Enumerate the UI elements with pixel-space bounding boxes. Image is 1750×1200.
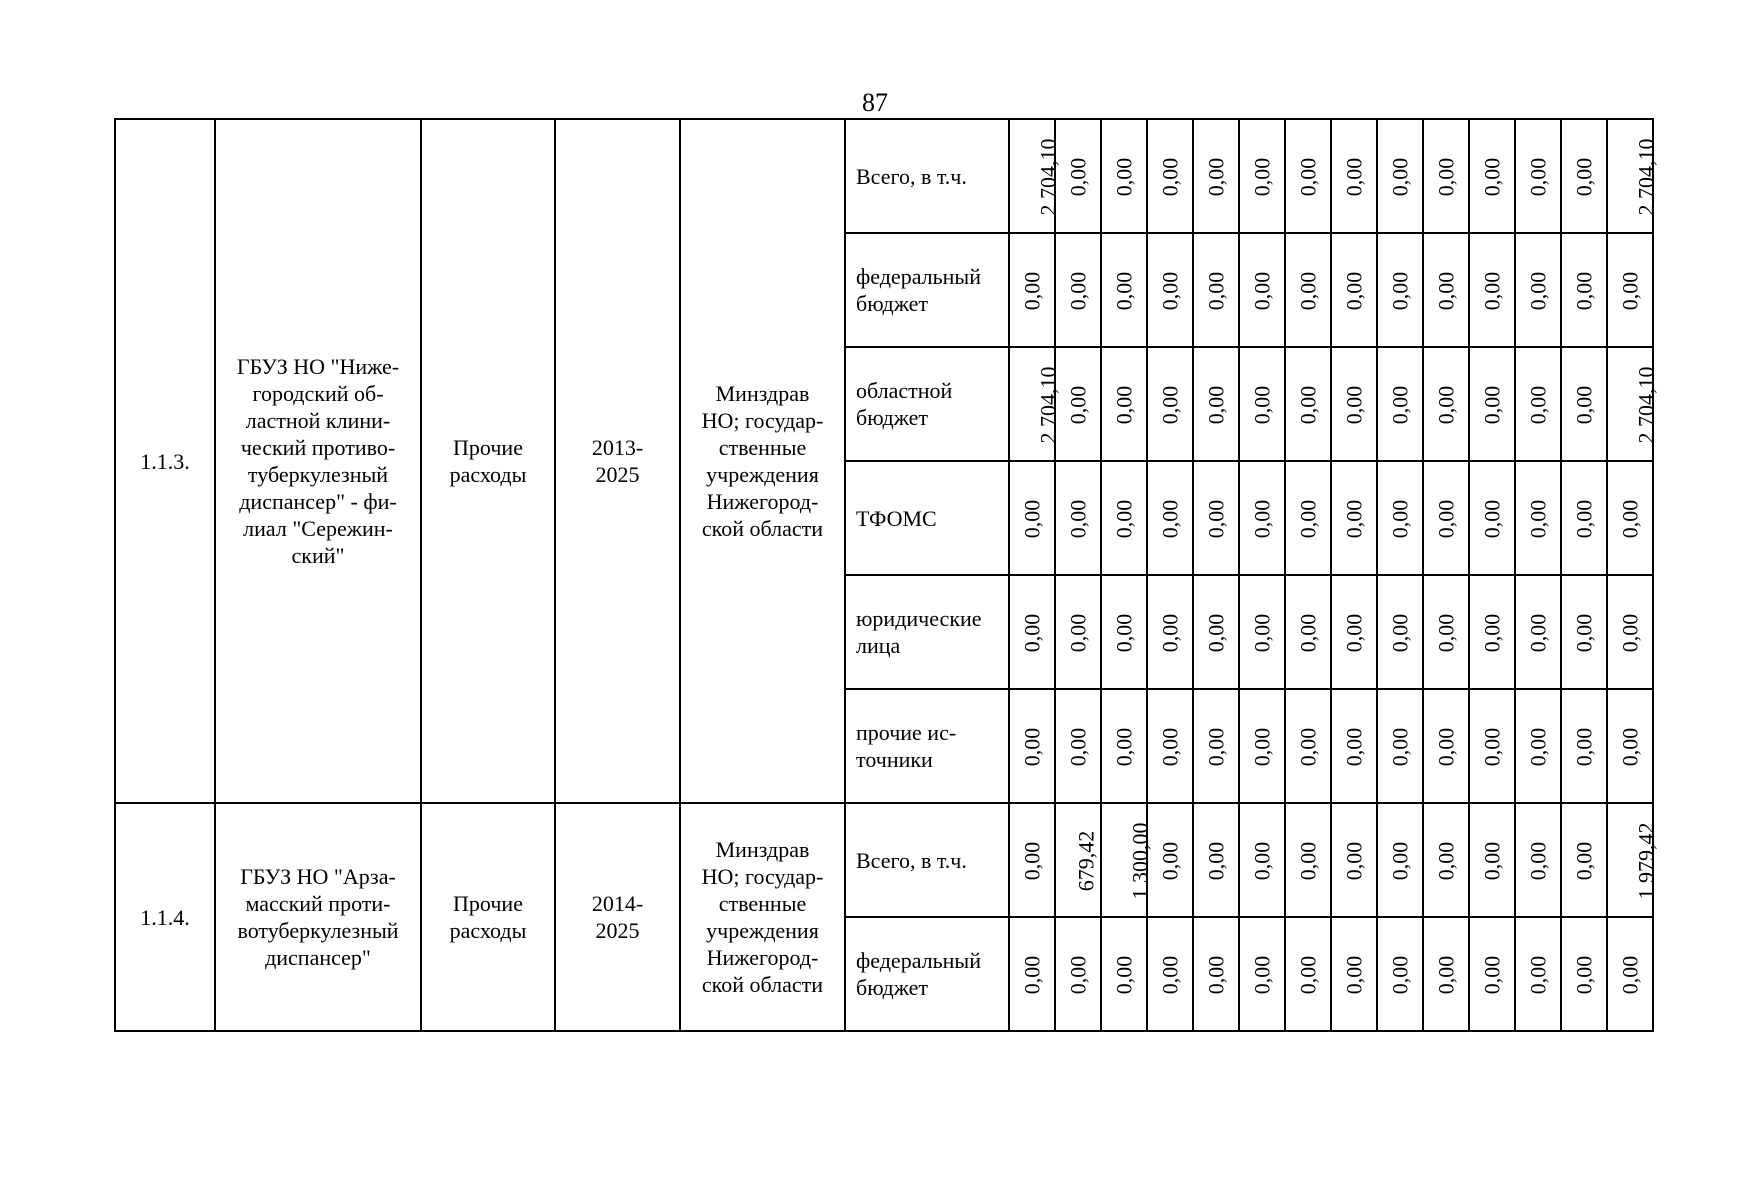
- amount-value: 0,00: [1571, 157, 1596, 196]
- amount-cell: [1009, 119, 1061, 233]
- funding-source-line: федеральный: [856, 948, 981, 973]
- amount-cell: [1607, 233, 1653, 347]
- amount-value: 0,00: [1249, 385, 1274, 424]
- amount-cell: [1561, 689, 1607, 803]
- expense-type: [421, 803, 555, 1031]
- amount-cell: [1469, 917, 1515, 1031]
- amount-cell: [1009, 233, 1055, 347]
- period-line: 2014-: [591, 891, 644, 916]
- period-line: 2025: [595, 918, 640, 943]
- amount-cell: [1377, 917, 1423, 1031]
- amount-value: 0,00: [1111, 955, 1136, 994]
- amount-value: 0,00: [1295, 271, 1320, 310]
- amount-value: 0,00: [1019, 271, 1044, 310]
- funding-source: [845, 689, 1009, 803]
- amount-cell: [1285, 347, 1331, 461]
- amount-value: 0,00: [1295, 385, 1320, 424]
- institution-name-line: ГБУЗ НО "Арза-: [240, 864, 396, 889]
- amount-cell: [1009, 347, 1061, 461]
- amount-value: 0,00: [1571, 727, 1596, 766]
- amount-cell: [1469, 689, 1515, 803]
- amount-value: 0,00: [1111, 271, 1136, 310]
- funding-source-line: федеральный: [856, 264, 981, 289]
- amount-cell: [1469, 575, 1515, 689]
- amount-cell: [1009, 461, 1055, 575]
- institution-name: [215, 803, 421, 1031]
- amount-value: 0,00: [1479, 385, 1504, 424]
- amount-cell: [1193, 689, 1239, 803]
- amount-value: 0,00: [1019, 613, 1044, 652]
- amount-cell: [1377, 461, 1423, 575]
- funding-source-line: ТФОМС: [856, 505, 937, 531]
- amount-cell: [1285, 803, 1331, 917]
- amount-value: 0,00: [1387, 271, 1412, 310]
- amount-cell: [1469, 119, 1515, 233]
- amount-cell: [1377, 233, 1423, 347]
- budget-table: [114, 118, 1659, 1032]
- amount-value: 0,00: [1387, 841, 1412, 880]
- amount-value: 0,00: [1065, 613, 1090, 652]
- amount-value: 0,00: [1433, 841, 1458, 880]
- amount-cell: [1101, 917, 1147, 1031]
- funding-source-line: прочие ис-: [856, 720, 957, 745]
- executor-line: НО; государ-: [701, 408, 824, 433]
- amount-cell: [1009, 917, 1055, 1031]
- amount-value: 0,00: [1249, 727, 1274, 766]
- executor-line: учреждения: [706, 462, 819, 487]
- amount-cell: [1331, 461, 1377, 575]
- amount-value: 0,00: [1249, 841, 1274, 880]
- amount-value: 0,00: [1203, 955, 1228, 994]
- expense-type-line: расходы: [449, 462, 527, 487]
- amount-value: 0,00: [1479, 157, 1504, 196]
- amount-value: 0,00: [1433, 727, 1458, 766]
- amount-cell: [1239, 917, 1285, 1031]
- amount-value: 0,00: [1433, 499, 1458, 538]
- institution-name-line: ГБУЗ НО "Ниже-: [236, 354, 400, 379]
- institution-name-line: диспансер" - фи-: [239, 489, 397, 514]
- amount-cell: [1055, 803, 1101, 917]
- amount-cell: [1561, 347, 1607, 461]
- amount-value: 0,00: [1479, 613, 1504, 652]
- amount-value: 0,00: [1617, 727, 1642, 766]
- amount-value: 0,00: [1387, 727, 1412, 766]
- amount-value: 0,00: [1525, 499, 1550, 538]
- amount-value: 0,00: [1525, 613, 1550, 652]
- amount-value: 0,00: [1019, 841, 1044, 880]
- executor-line: ственные: [718, 435, 807, 460]
- amount-value: 0,00: [1341, 841, 1366, 880]
- amount-value: 0,00: [1203, 727, 1228, 766]
- amount-cell: [1423, 803, 1469, 917]
- amount-cell: [1331, 917, 1377, 1031]
- funding-source: [845, 917, 1009, 1031]
- amount-value: 0,00: [1433, 613, 1458, 652]
- executor-line: ской области: [701, 516, 824, 541]
- executor-line: ственные: [718, 891, 807, 916]
- amount-cell: [1607, 803, 1659, 917]
- amount-value: 0,00: [1111, 157, 1136, 196]
- amount-value: 0,00: [1157, 727, 1182, 766]
- amount-cell: [1561, 461, 1607, 575]
- amount-cell: [1193, 917, 1239, 1031]
- funding-source-line: точники: [856, 747, 933, 772]
- amount-cell: [1239, 233, 1285, 347]
- institution-name-line: диспансер": [265, 945, 371, 970]
- amount-value: 0,00: [1295, 613, 1320, 652]
- amount-value: 0,00: [1019, 955, 1044, 994]
- amount-cell: [1055, 689, 1101, 803]
- executor-line: НО; государ-: [701, 864, 824, 889]
- amount-cell: [1055, 233, 1101, 347]
- amount-cell: [1101, 119, 1147, 233]
- expense-type-line: расходы: [449, 918, 527, 943]
- amount-value: 0,00: [1295, 157, 1320, 196]
- funding-source-line: юридические: [856, 606, 982, 631]
- amount-cell: [1285, 689, 1331, 803]
- amount-value: 0,00: [1617, 499, 1642, 538]
- executor: [680, 803, 845, 1031]
- amount-value: 0,00: [1203, 385, 1228, 424]
- amount-value: 0,00: [1157, 613, 1182, 652]
- amount-value: 0,00: [1157, 157, 1182, 196]
- amount-cell: [1147, 575, 1193, 689]
- amount-cell: [1193, 347, 1239, 461]
- amount-value: 0,00: [1295, 727, 1320, 766]
- amount-cell: [1193, 233, 1239, 347]
- amount-cell: [1607, 347, 1659, 461]
- amount-value: 0,00: [1617, 955, 1642, 994]
- amount-cell: [1331, 347, 1377, 461]
- funding-source-line: бюджет: [856, 975, 928, 1000]
- amount-cell: [1055, 119, 1101, 233]
- amount-cell: [1055, 917, 1101, 1031]
- amount-value: 0,00: [1433, 157, 1458, 196]
- institution-name-line: вотуберкулезный: [237, 918, 399, 943]
- amount-value: 0,00: [1571, 385, 1596, 424]
- executor-line: Нижегород-: [706, 489, 819, 514]
- amount-cell: [1147, 119, 1193, 233]
- item-number: 1.1.4.: [115, 803, 215, 1031]
- amount-cell: [1009, 689, 1055, 803]
- amount-cell: [1607, 119, 1659, 233]
- amount-value: 0,00: [1525, 385, 1550, 424]
- amount-cell: [1193, 119, 1239, 233]
- funding-source-line: областной: [856, 378, 953, 403]
- amount-cell: [1331, 233, 1377, 347]
- amount-value: 0,00: [1111, 499, 1136, 538]
- expense-type-line: Прочие: [453, 435, 523, 460]
- amount-cell: [1561, 803, 1607, 917]
- funding-source-line: бюджет: [856, 405, 928, 430]
- institution-name-line: ский": [291, 543, 345, 568]
- amount-cell: [1285, 461, 1331, 575]
- amount-cell: [1239, 803, 1285, 917]
- amount-value: 0,00: [1525, 841, 1550, 880]
- amount-cell: [1469, 461, 1515, 575]
- amount-value: 0,00: [1203, 841, 1228, 880]
- amount-cell: [1285, 233, 1331, 347]
- amount-cell: [1469, 233, 1515, 347]
- amount-cell: [1239, 119, 1285, 233]
- amount-value: 0,00: [1157, 499, 1182, 538]
- amount-cell: [1607, 917, 1653, 1031]
- amount-cell: [1607, 461, 1653, 575]
- amount-value: 0,00: [1157, 271, 1182, 310]
- amount-cell: [1515, 803, 1561, 917]
- funding-source: [845, 119, 1009, 233]
- amount-cell: [1331, 119, 1377, 233]
- amount-value: 0,00: [1341, 271, 1366, 310]
- amount-value: 0,00: [1479, 841, 1504, 880]
- amount-cell: [1423, 461, 1469, 575]
- amount-value: 2 704,10: [1633, 138, 1659, 215]
- amount-cell: [1423, 917, 1469, 1031]
- amount-value: 0,00: [1249, 955, 1274, 994]
- amount-cell: [1193, 803, 1239, 917]
- amount-value: 0,00: [1157, 385, 1182, 424]
- amount-value: 0,00: [1387, 499, 1412, 538]
- amount-cell: [1285, 119, 1331, 233]
- amount-value: 0,00: [1433, 385, 1458, 424]
- amount-value: 0,00: [1295, 955, 1320, 994]
- amount-cell: [1561, 917, 1607, 1031]
- amount-cell: [1193, 461, 1239, 575]
- amount-cell: [1331, 689, 1377, 803]
- amount-cell: [1469, 347, 1515, 461]
- amount-cell: [1423, 347, 1469, 461]
- executor-line: ской области: [701, 972, 824, 997]
- amount-value: 0,00: [1387, 955, 1412, 994]
- amount-cell: [1101, 461, 1147, 575]
- amount-value: 0,00: [1433, 271, 1458, 310]
- amount-cell: [1147, 461, 1193, 575]
- amount-cell: [1377, 803, 1423, 917]
- amount-value: 0,00: [1065, 955, 1090, 994]
- executor-line: Минздрав: [715, 837, 810, 862]
- amount-value: 0,00: [1525, 955, 1550, 994]
- funding-source-line: бюджет: [856, 291, 928, 316]
- amount-value: 0,00: [1157, 955, 1182, 994]
- amount-cell: [1561, 575, 1607, 689]
- amount-value: 2 704,10: [1035, 138, 1061, 215]
- amount-cell: [1515, 917, 1561, 1031]
- amount-cell: [1561, 119, 1607, 233]
- funding-source: [845, 575, 1009, 689]
- executor-line: Нижегород-: [706, 945, 819, 970]
- funding-source: [845, 461, 1009, 575]
- amount-cell: [1377, 689, 1423, 803]
- amount-value: 0,00: [1433, 955, 1458, 994]
- funding-source-line: лица: [856, 633, 901, 658]
- amount-value: 0,00: [1525, 157, 1550, 196]
- page-number: 87: [862, 88, 888, 117]
- amount-cell: [1423, 689, 1469, 803]
- amount-value: 0,00: [1571, 841, 1596, 880]
- amount-value: 0,00: [1111, 385, 1136, 424]
- amount-value: 0,00: [1387, 613, 1412, 652]
- amount-value: 0,00: [1295, 499, 1320, 538]
- amount-cell: [1055, 347, 1101, 461]
- amount-cell: [1101, 233, 1147, 347]
- amount-cell: [1239, 461, 1285, 575]
- amount-value: 0,00: [1341, 727, 1366, 766]
- table-row: [115, 803, 1653, 917]
- amount-cell: [1055, 575, 1101, 689]
- amount-value: 2 704,10: [1035, 366, 1061, 443]
- amount-cell: [1193, 575, 1239, 689]
- amount-cell: [1055, 461, 1101, 575]
- amount-cell: [1285, 575, 1331, 689]
- amount-cell: [1515, 347, 1561, 461]
- amount-value: 0,00: [1249, 613, 1274, 652]
- amount-value: 2 704,10: [1633, 366, 1659, 443]
- amount-cell: [1101, 803, 1153, 917]
- amount-cell: [1607, 689, 1653, 803]
- executor-line: учреждения: [706, 918, 819, 943]
- amount-cell: [1423, 233, 1469, 347]
- amount-cell: [1147, 917, 1193, 1031]
- funding-source: [845, 803, 1009, 917]
- expense-type-line: Прочие: [453, 891, 523, 916]
- amount-value: 0,00: [1479, 727, 1504, 766]
- amount-value: 0,00: [1249, 499, 1274, 538]
- amount-value: 0,00: [1525, 727, 1550, 766]
- institution-name-line: ластной клини-: [245, 408, 391, 433]
- item-number: 1.1.3.: [115, 119, 215, 803]
- funding-source-line: Всего, в т.ч.: [856, 163, 967, 189]
- funding-source-line: Всего, в т.ч.: [856, 847, 967, 873]
- amount-cell: [1377, 119, 1423, 233]
- amount-cell: [1515, 119, 1561, 233]
- amount-value: 0,00: [1387, 385, 1412, 424]
- amount-cell: [1101, 689, 1147, 803]
- amount-value: 0,00: [1571, 955, 1596, 994]
- amount-value: 0,00: [1571, 271, 1596, 310]
- amount-value: 679,42: [1073, 830, 1099, 891]
- amount-value: 0,00: [1111, 727, 1136, 766]
- amount-cell: [1147, 233, 1193, 347]
- amount-cell: [1515, 689, 1561, 803]
- amount-cell: [1239, 575, 1285, 689]
- amount-value: 0,00: [1617, 271, 1642, 310]
- amount-cell: [1285, 917, 1331, 1031]
- amount-value: 0,00: [1203, 271, 1228, 310]
- amount-value: 0,00: [1341, 157, 1366, 196]
- amount-cell: [1101, 575, 1147, 689]
- amount-value: 0,00: [1571, 613, 1596, 652]
- amount-value: 0,00: [1341, 499, 1366, 538]
- amount-cell: [1515, 461, 1561, 575]
- amount-cell: [1239, 689, 1285, 803]
- amount-value: 0,00: [1203, 157, 1228, 196]
- amount-value: 0,00: [1617, 613, 1642, 652]
- amount-value: 0,00: [1571, 499, 1596, 538]
- amount-value: 0,00: [1065, 385, 1090, 424]
- amount-value: 0,00: [1341, 385, 1366, 424]
- amount-value: 1 300,00: [1127, 822, 1153, 899]
- amount-cell: [1469, 803, 1515, 917]
- executor: [680, 119, 845, 803]
- amount-cell: [1239, 347, 1285, 461]
- amount-value: 0,00: [1479, 271, 1504, 310]
- amount-cell: [1331, 575, 1377, 689]
- institution-name-line: лиал "Сережин-: [243, 516, 393, 541]
- amount-value: 0,00: [1341, 613, 1366, 652]
- amount-cell: [1101, 347, 1147, 461]
- amount-value: 0,00: [1203, 613, 1228, 652]
- amount-cell: [1009, 803, 1055, 917]
- amount-value: 0,00: [1019, 499, 1044, 538]
- period-line: 2025: [595, 462, 640, 487]
- amount-cell: [1377, 575, 1423, 689]
- period-line: 2013-: [591, 435, 644, 460]
- amount-value: 0,00: [1203, 499, 1228, 538]
- amount-value: 0,00: [1387, 157, 1412, 196]
- amount-cell: [1331, 803, 1377, 917]
- amount-value: 0,00: [1295, 841, 1320, 880]
- institution-name-line: ческий противо-: [240, 435, 396, 460]
- amount-value: 0,00: [1157, 841, 1182, 880]
- period: [555, 803, 680, 1031]
- period: [555, 119, 680, 803]
- amount-cell: [1515, 233, 1561, 347]
- amount-value: 0,00: [1341, 955, 1366, 994]
- amount-value: 0,00: [1019, 727, 1044, 766]
- amount-cell: [1147, 689, 1193, 803]
- amount-value: 0,00: [1111, 613, 1136, 652]
- amount-cell: [1009, 575, 1055, 689]
- expense-type: [421, 119, 555, 803]
- amount-cell: [1147, 803, 1193, 917]
- amount-cell: [1515, 575, 1561, 689]
- table-row: [115, 119, 1653, 233]
- funding-source: [845, 233, 1009, 347]
- amount-cell: [1607, 575, 1653, 689]
- institution-name-line: масский проти-: [245, 891, 391, 916]
- amount-cell: [1423, 575, 1469, 689]
- amount-value: 0,00: [1065, 271, 1090, 310]
- amount-value: 0,00: [1479, 955, 1504, 994]
- institution-name-line: городский об-: [252, 381, 384, 406]
- amount-value: 0,00: [1065, 499, 1090, 538]
- amount-cell: [1561, 233, 1607, 347]
- amount-value: 1 979,42: [1633, 822, 1659, 899]
- amount-value: 0,00: [1249, 271, 1274, 310]
- amount-value: 0,00: [1065, 727, 1090, 766]
- institution-name: [215, 119, 421, 803]
- amount-value: 0,00: [1065, 157, 1090, 196]
- amount-cell: [1147, 347, 1193, 461]
- executor-line: Минздрав: [715, 381, 810, 406]
- amount-cell: [1423, 119, 1469, 233]
- amount-cell: [1377, 347, 1423, 461]
- institution-name-line: туберкулезный: [247, 462, 389, 487]
- amount-value: 0,00: [1249, 157, 1274, 196]
- funding-source: [845, 347, 1009, 461]
- amount-value: 0,00: [1525, 271, 1550, 310]
- amount-value: 0,00: [1479, 499, 1504, 538]
